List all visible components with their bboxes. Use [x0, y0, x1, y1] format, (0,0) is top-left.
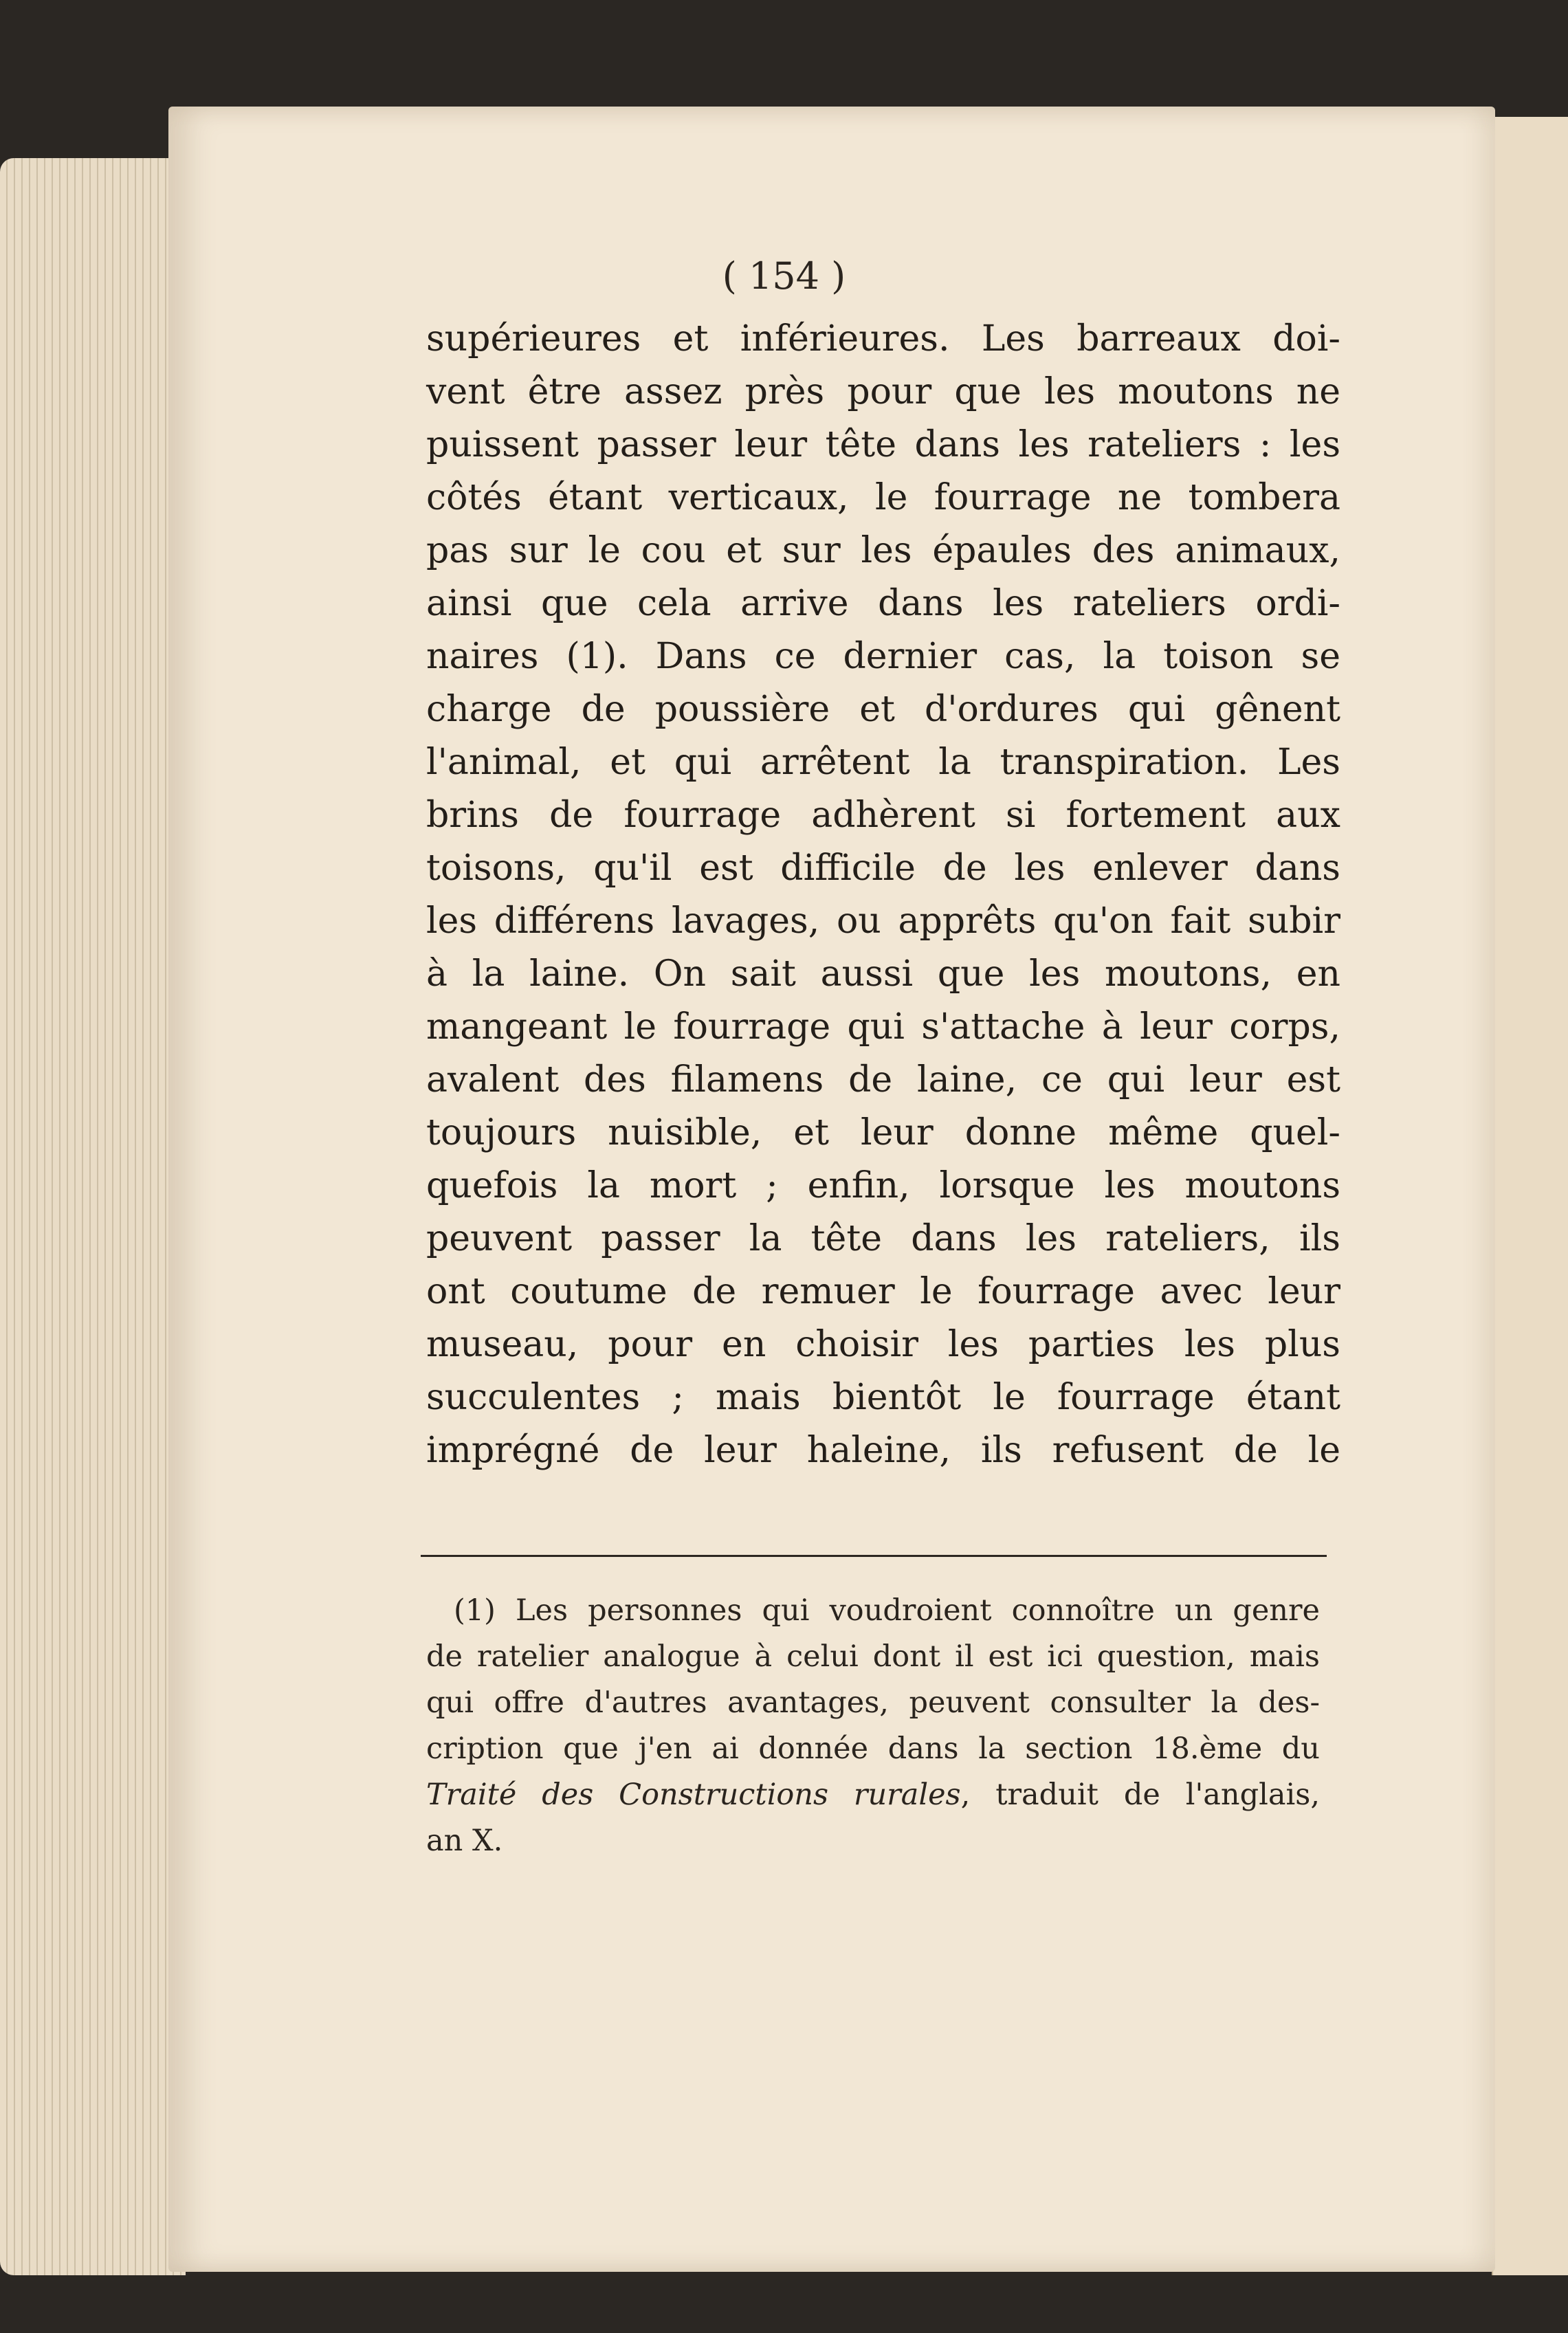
footnote [426, 1588, 1320, 1864]
text-line: quefois la mort ; enfin, lorsque les moutons [426, 1165, 1340, 1206]
footnote-line [426, 1772, 1320, 1818]
text-line: avalent des filamens de laine, ce qui leur est [426, 1059, 1340, 1101]
text-line: supérieures et inférieures. Les barreaux doi- [426, 318, 1340, 360]
page-edges [0, 158, 186, 2275]
footnote-line: an X. [426, 1824, 503, 1858]
text-line: puissent passer leur tête dans les rateliers : les [426, 424, 1340, 465]
facing-page-edge [1492, 117, 1568, 2275]
footnote-line: de ratelier analogue à celui dont il est ici question, mais [426, 1639, 1320, 1674]
text-line: charge de poussière et d'ordures qui gênent [426, 689, 1340, 730]
text-line: mangeant le fourrage qui s'attache à leur corps, [426, 1006, 1340, 1048]
text-line: l'animal, et qui arrêtent la transpiration. Les [426, 742, 1340, 783]
footnote-text: , traduit de l'anglais, [960, 1778, 1320, 1812]
text-line: naires (1). Dans ce dernier cas, la toison se [426, 636, 1340, 677]
footnote-line: (1) Les personnes qui voudroient connoître un genre [454, 1593, 1320, 1628]
text-line: peuvent passer la tête dans les rateliers, ils [426, 1218, 1340, 1259]
footnote-rule [421, 1555, 1327, 1557]
page-number: ( 154 ) [722, 254, 846, 298]
text-line: pas sur le cou et sur les épaules des animaux, [426, 530, 1340, 571]
text-line: toujours nuisible, et leur donne même quel- [426, 1112, 1340, 1153]
text-line: ont coutume de remuer le fourrage avec leur [426, 1271, 1340, 1312]
text-line: ainsi que cela arrive dans les rateliers ordi- [426, 583, 1340, 624]
text-line: vent être assez près pour que les moutons ne [426, 371, 1340, 412]
text-line: succulentes ; mais bientôt le fourrage étant [426, 1377, 1340, 1418]
text-line: museau, pour en choisir les parties les plus [426, 1324, 1340, 1365]
text-line: imprégné de leur haleine, ils refusent de le [426, 1430, 1340, 1471]
text-line: côtés étant verticaux, le fourrage ne tombera [426, 477, 1340, 518]
footnote-line: qui offre d'autres avantages, peuvent consulter la des- [426, 1685, 1320, 1720]
book-title: Traité des Constructions rurales [426, 1778, 961, 1812]
footnote-line: cription que j'en ai donnée dans la section 18.ème du [426, 1732, 1320, 1766]
text-line: les différens lavages, ou apprêts qu'on fait subir [426, 900, 1340, 942]
text-line: à la laine. On sait aussi que les moutons, en [426, 953, 1340, 995]
body-text [426, 313, 1340, 1477]
text-line: toisons, qu'il est difficile de les enlever dans [426, 848, 1340, 889]
text-line: brins de fourrage adhèrent si fortement aux [426, 795, 1340, 836]
